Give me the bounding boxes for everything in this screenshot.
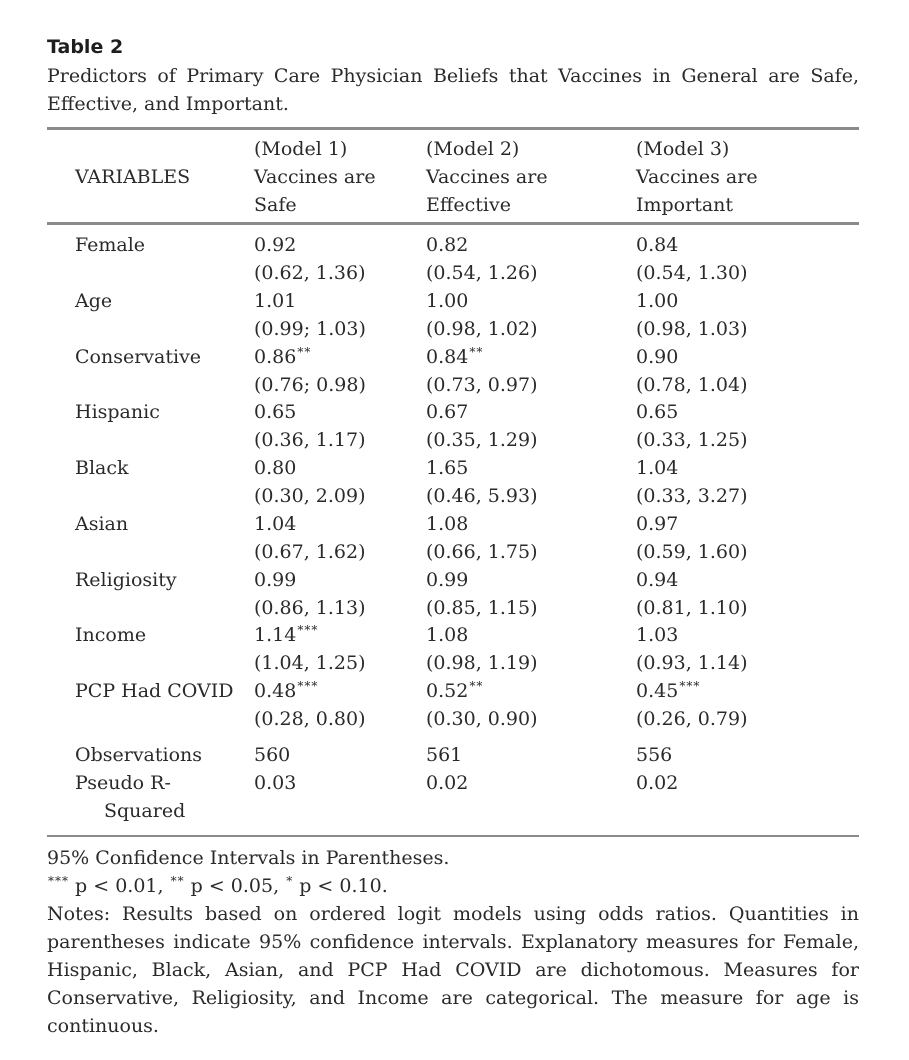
top-rule — [47, 127, 859, 130]
table-title: Table 2 — [47, 36, 124, 58]
confidence-interval-model3: (0.81, 1.10) — [636, 597, 748, 619]
estimate-value: 0.45 — [636, 680, 679, 702]
estimate-model3 — [636, 510, 679, 540]
sig-stars-3: * — [286, 874, 294, 888]
estimate-model1 — [254, 454, 297, 484]
confidence-interval-model3: (0.93, 1.14) — [636, 652, 748, 674]
estimate-model3 — [636, 677, 700, 707]
estimate-model2 — [426, 510, 469, 540]
row-label: Income — [75, 624, 147, 646]
row-label: Age — [75, 290, 113, 312]
confidence-interval-model2: (0.98, 1.19) — [426, 652, 538, 674]
confidence-interval-model2: (0.66, 1.75) — [426, 541, 538, 563]
estimate-model2 — [426, 621, 469, 651]
confidence-interval-model3: (0.59, 1.60) — [636, 541, 748, 563]
confidence-interval-model1: (0.67, 1.62) — [254, 541, 366, 563]
header-model3-line2: Vaccines are — [636, 166, 758, 188]
header-model2-line2: Vaccines are — [426, 166, 548, 188]
header-variables: VARIABLES — [75, 166, 191, 188]
estimate-value: 0.97 — [636, 513, 679, 535]
estimate-model2 — [426, 231, 469, 261]
estimate-model3 — [636, 621, 679, 651]
significance-stars: *** — [297, 623, 319, 637]
estimate-value: 0.84 — [426, 346, 469, 368]
significance-footnote — [47, 872, 859, 902]
confidence-interval-model1: (0.62, 1.36) — [254, 262, 366, 284]
estimate-model1 — [254, 398, 297, 428]
header-model3-line3: Important — [636, 194, 734, 216]
header-rule — [47, 222, 859, 225]
observations-label: Observations — [75, 744, 203, 766]
estimate-value: 1.01 — [254, 290, 297, 312]
confidence-interval-model2: (0.85, 1.15) — [426, 597, 538, 619]
estimate-model1 — [254, 677, 318, 707]
confidence-interval-model1: (0.86, 1.13) — [254, 597, 366, 619]
estimate-model3 — [636, 231, 679, 261]
confidence-interval-model1: (1.04, 1.25) — [254, 652, 366, 674]
estimate-model1 — [254, 566, 297, 596]
estimate-value: 0.82 — [426, 234, 469, 256]
estimate-model1 — [254, 621, 318, 651]
header-model1-line2: Vaccines are — [254, 166, 376, 188]
estimate-value: 1.08 — [426, 513, 469, 535]
estimate-model2 — [426, 566, 469, 596]
estimate-value: 1.00 — [426, 290, 469, 312]
estimate-model1 — [254, 343, 311, 373]
row-label: Asian — [75, 513, 129, 535]
estimate-model1 — [254, 287, 297, 317]
confidence-interval-model2: (0.73, 0.97) — [426, 374, 538, 396]
confidence-interval-model1: (0.36, 1.17) — [254, 429, 366, 451]
confidence-interval-model2: (0.46, 5.93) — [426, 485, 538, 507]
confidence-interval-model1: (0.99; 1.03) — [254, 318, 366, 340]
sig-text-3: p < 0.10. — [293, 875, 388, 897]
estimate-value: 1.03 — [636, 624, 679, 646]
row-label: PCP Had COVID — [75, 680, 234, 702]
header-model1-line3: Safe — [254, 194, 297, 216]
estimate-model1 — [254, 231, 297, 261]
row-label: Female — [75, 234, 146, 256]
estimate-value: 0.80 — [254, 457, 297, 479]
pseudo-r2-model2: 0.02 — [426, 772, 469, 794]
estimate-value: 1.04 — [636, 457, 679, 479]
estimate-value: 0.52 — [426, 680, 469, 702]
header-model3-line1: (Model 3) — [636, 138, 730, 160]
notes-footnote: Notes: Results based on ordered logit models using odds ratios. Quantities in parentheses indicate 95% confidence intervals. Explanatory measures for Female, Hispanic, Black, Asian, and PCP Had COVID are dichotomous. Measures for Conservative, Religiosity, and Income are categorical. The measure for age is continuous. — [47, 903, 859, 1037]
estimate-model3 — [636, 343, 679, 373]
confidence-interval-model3: (0.26, 0.79) — [636, 708, 748, 730]
sig-text-2: p < 0.05, — [184, 875, 286, 897]
sig-stars-1: *** — [48, 874, 69, 888]
significance-stars: *** — [297, 679, 319, 693]
estimate-value: 0.90 — [636, 346, 679, 368]
pseudo-r2-label-line1: Pseudo R- — [75, 772, 171, 794]
header-model1-line1: (Model 1) — [254, 138, 348, 160]
confidence-interval-model3: (0.33, 3.27) — [636, 485, 748, 507]
estimate-model1 — [254, 510, 297, 540]
sig-stars-2: ** — [170, 874, 185, 888]
significance-stars: ** — [469, 679, 484, 693]
estimate-model3 — [636, 454, 679, 484]
ci-footnote: 95% Confidence Intervals in Parentheses. — [47, 847, 450, 869]
table-caption: Predictors of Primary Care Physician Beliefs that Vaccines in General are Safe, Effective, and Important. — [47, 65, 859, 115]
significance-stars: *** — [679, 679, 701, 693]
bottom-rule — [47, 835, 859, 837]
pseudo-r2-model3: 0.02 — [636, 772, 679, 794]
row-label: Hispanic — [75, 401, 160, 423]
confidence-interval-model3: (0.78, 1.04) — [636, 374, 748, 396]
confidence-interval-model1: (0.30, 2.09) — [254, 485, 366, 507]
header-model2-line1: (Model 2) — [426, 138, 520, 160]
confidence-interval-model2: (0.30, 0.90) — [426, 708, 538, 730]
estimate-value: 1.08 — [426, 624, 469, 646]
confidence-interval-model3: (0.54, 1.30) — [636, 262, 748, 284]
confidence-interval-model3: (0.33, 1.25) — [636, 429, 748, 451]
estimate-model2 — [426, 398, 469, 428]
estimate-value: 1.04 — [254, 513, 297, 535]
estimate-value: 0.99 — [254, 569, 297, 591]
estimate-model3 — [636, 287, 679, 317]
pseudo-r2-model1: 0.03 — [254, 772, 297, 794]
significance-stars: ** — [297, 345, 312, 359]
estimate-model3 — [636, 566, 679, 596]
estimate-value: 0.84 — [636, 234, 679, 256]
estimate-model3 — [636, 398, 679, 428]
observations-model3: 556 — [636, 744, 673, 766]
estimate-model2 — [426, 454, 469, 484]
estimate-value: 1.00 — [636, 290, 679, 312]
estimate-value: 0.48 — [254, 680, 297, 702]
observations-model2: 561 — [426, 744, 463, 766]
confidence-interval-model2: (0.35, 1.29) — [426, 429, 538, 451]
estimate-value: 0.86 — [254, 346, 297, 368]
confidence-interval-model2: (0.98, 1.02) — [426, 318, 538, 340]
confidence-interval-model2: (0.54, 1.26) — [426, 262, 538, 284]
estimate-model2 — [426, 287, 469, 317]
row-label: Black — [75, 457, 129, 479]
estimate-value: 0.92 — [254, 234, 297, 256]
estimate-model2 — [426, 677, 483, 707]
row-label: Conservative — [75, 346, 202, 368]
estimate-value: 0.65 — [636, 401, 679, 423]
estimate-value: 0.94 — [636, 569, 679, 591]
sig-text-1: p < 0.01, — [69, 875, 170, 897]
estimate-model2 — [426, 343, 483, 373]
pseudo-r2-label-line2: Squared — [104, 800, 186, 822]
row-label: Religiosity — [75, 569, 177, 591]
estimate-value: 0.65 — [254, 401, 297, 423]
significance-stars: ** — [469, 345, 484, 359]
estimate-value: 0.99 — [426, 569, 469, 591]
estimate-value: 1.65 — [426, 457, 469, 479]
confidence-interval-model1: (0.28, 0.80) — [254, 708, 366, 730]
header-model2-line3: Effective — [426, 194, 511, 216]
confidence-interval-model3: (0.98, 1.03) — [636, 318, 748, 340]
estimate-value: 0.67 — [426, 401, 469, 423]
estimate-value: 1.14 — [254, 624, 297, 646]
observations-model1: 560 — [254, 744, 291, 766]
confidence-interval-model1: (0.76; 0.98) — [254, 374, 366, 396]
